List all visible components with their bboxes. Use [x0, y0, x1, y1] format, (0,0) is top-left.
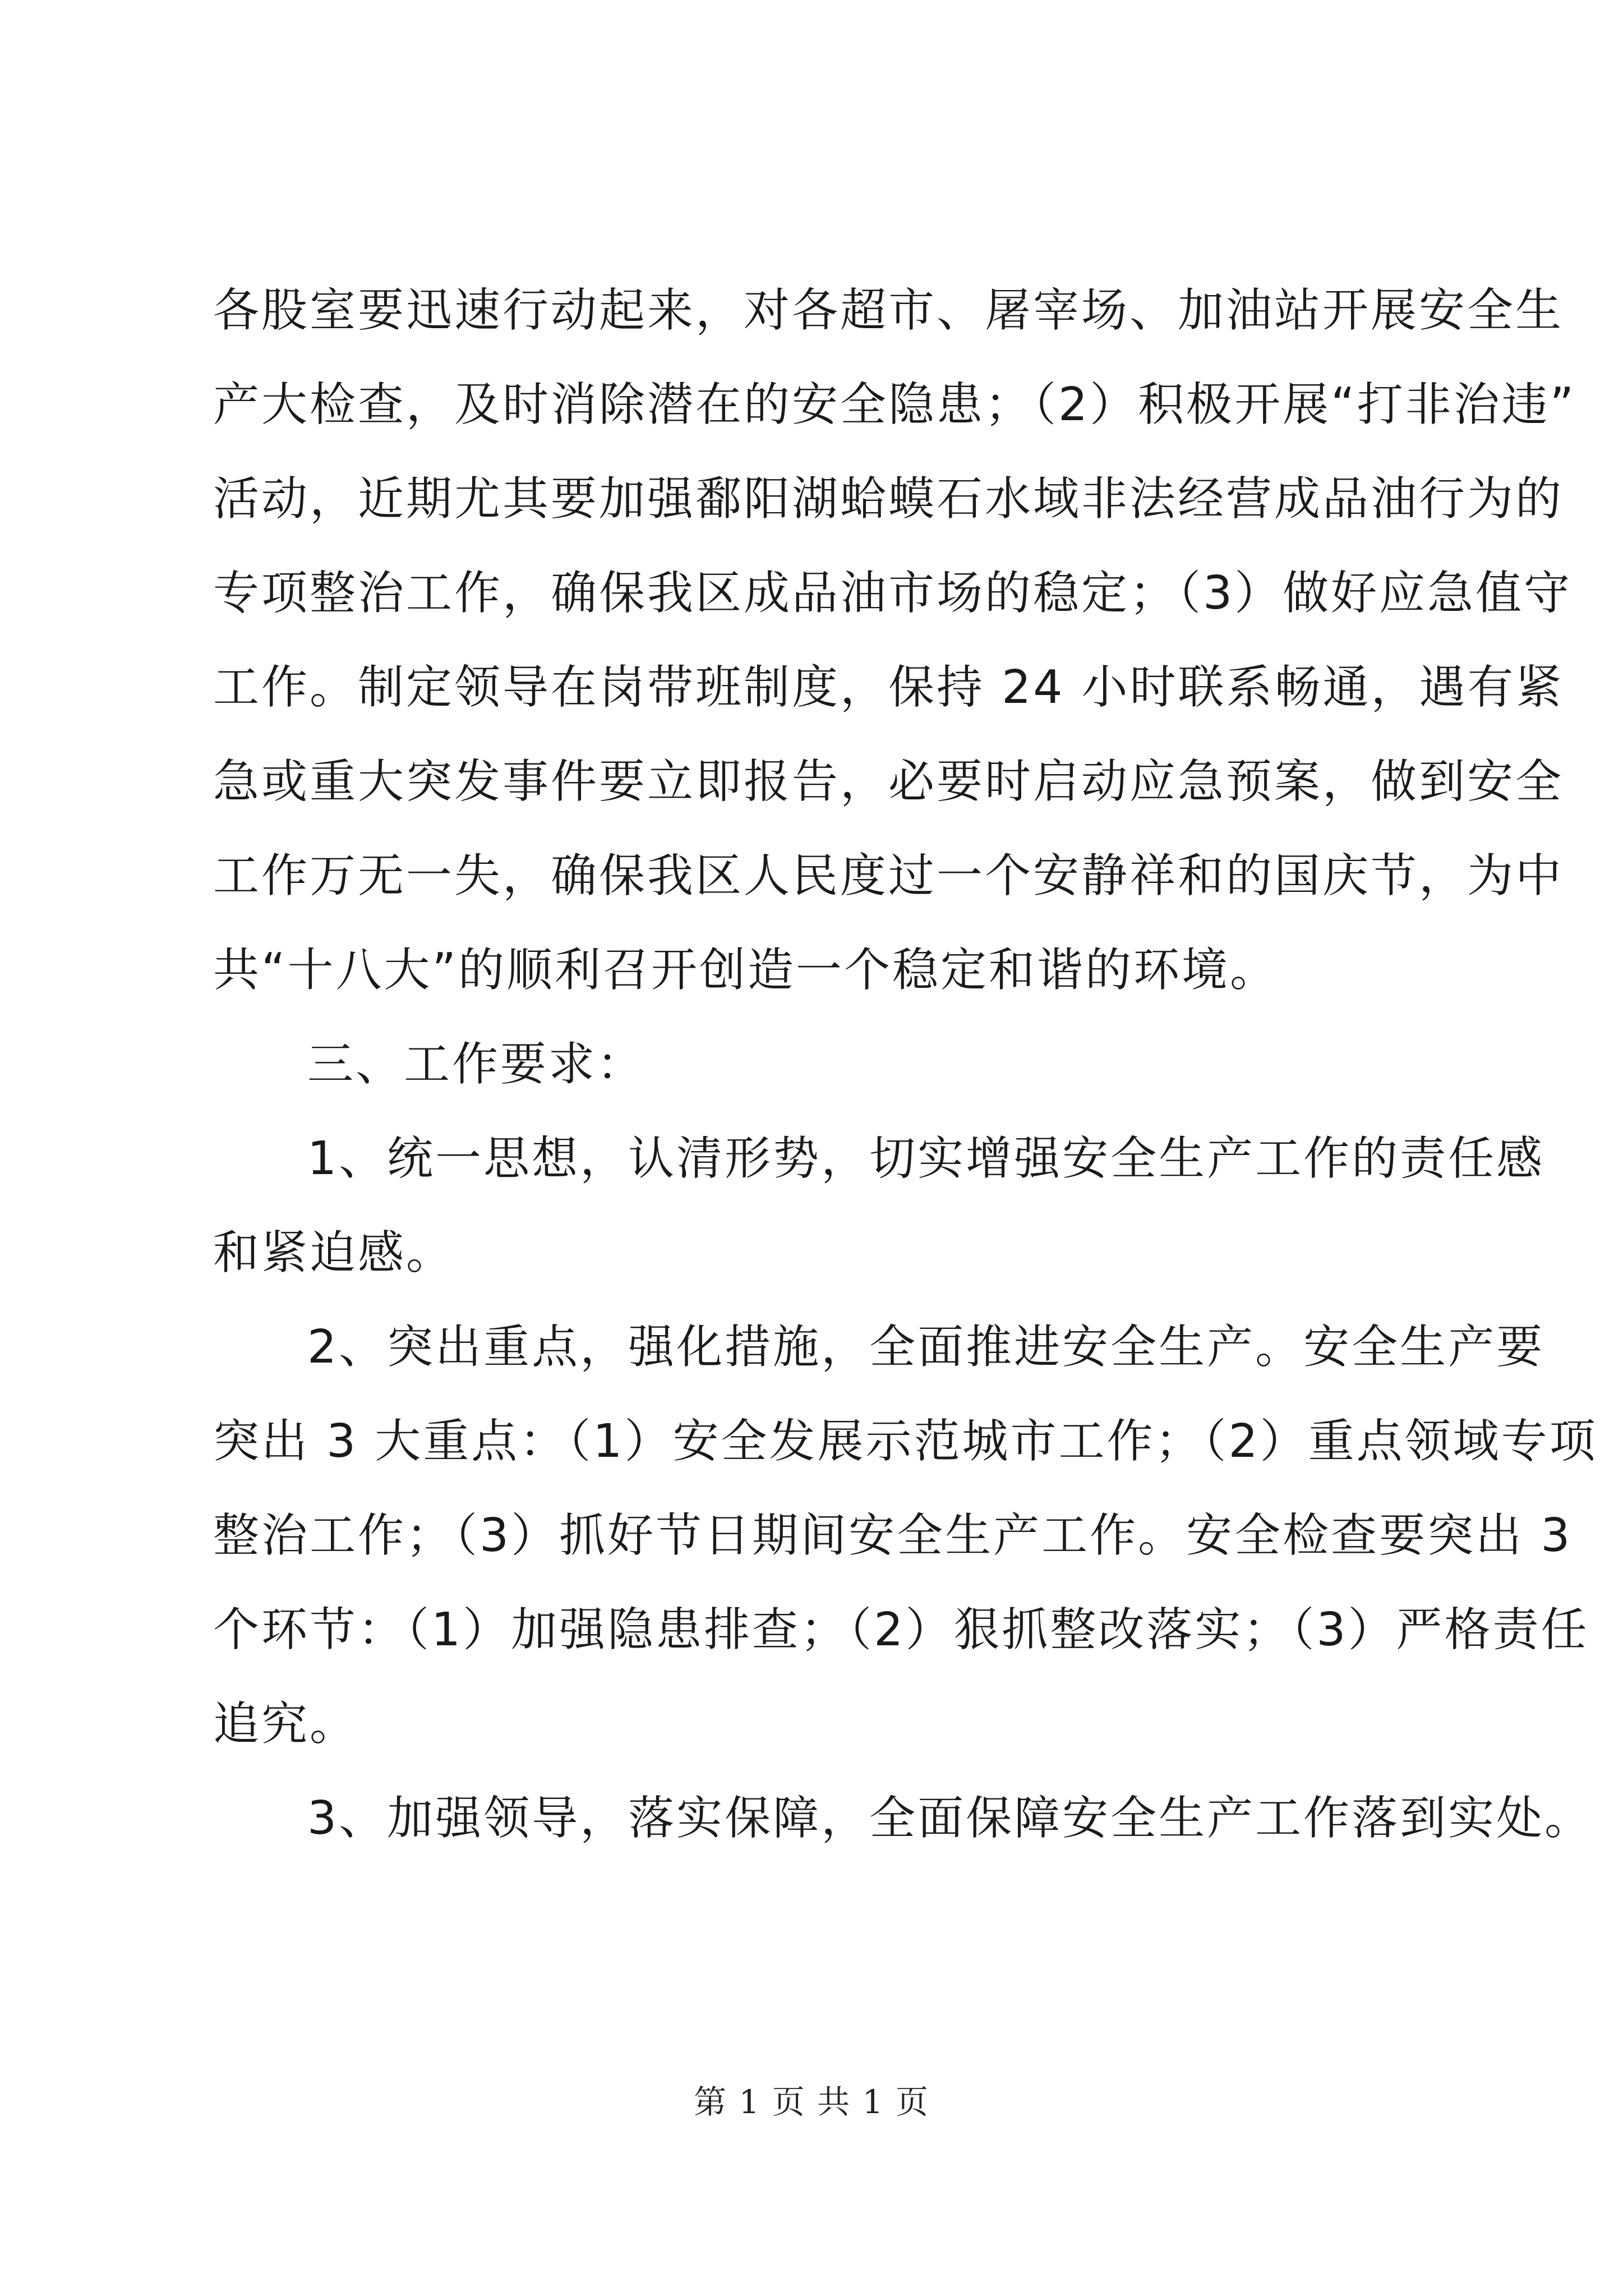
paragraph-line: 突出 3 大重点：（1）安全发展示范城市工作；（2）重点领域专项 [213, 1415, 1598, 1468]
paragraph-line: 产大检查，及时消除潜在的安全隐患；（2）积极开展“打非治违” [213, 378, 1576, 431]
section-heading: 三、工作要求： [307, 1038, 645, 1091]
paragraph-line: 3、加强领导，落实保障，全面保障安全生产工作落到实处。 [307, 1792, 1593, 1845]
paragraph-line: 活动，近期尤其要加强鄱阳湖蛤蟆石水域非法经营成品油行为的 [213, 472, 1564, 526]
paragraph-line: 和紧迫感。 [213, 1226, 455, 1280]
paragraph-line: 整治工作；（3）抓好节日期间安全生产工作。安全检查要突出 3 [213, 1509, 1573, 1562]
paragraph-line: 共“十八大”的顺利召开创造一个稳定和谐的环境。 [213, 944, 1278, 997]
paragraph-line: 个环节：（1）加强隐患排查；（2）狠抓整改落实；（3）严格责任 [213, 1603, 1589, 1657]
paragraph-line: 各股室要迅速行动起来，对各超市、屠宰场、加油站开展安全生 [213, 284, 1564, 337]
paragraph-line: 专项整治工作，确保我区成品油市场的稳定；（3）做好应急值守 [213, 567, 1573, 620]
paragraph-line: 工作。制定领导在岗带班制度，保持 24 小时联系畅通，遇有紧 [213, 661, 1564, 714]
paragraph-line: 工作万无一失，确保我区人民度过一个安静祥和的国庆节，为中 [213, 849, 1564, 903]
paragraph-line: 2、突出重点，强化措施，全面推进安全生产。安全生产要 [307, 1320, 1545, 1374]
paragraph-line: 急或重大突发事件要立即报告，必要时启动应急预案，做到安全 [213, 755, 1564, 808]
document-body [213, 264, 1598, 1866]
paragraph-line: 追究。 [213, 1697, 358, 1751]
page-footer: 第 1 页 共 1 页 [694, 2083, 929, 2121]
paragraph-line: 1、统一思想，认清形势，切实增强安全生产工作的责任感 [307, 1132, 1545, 1185]
